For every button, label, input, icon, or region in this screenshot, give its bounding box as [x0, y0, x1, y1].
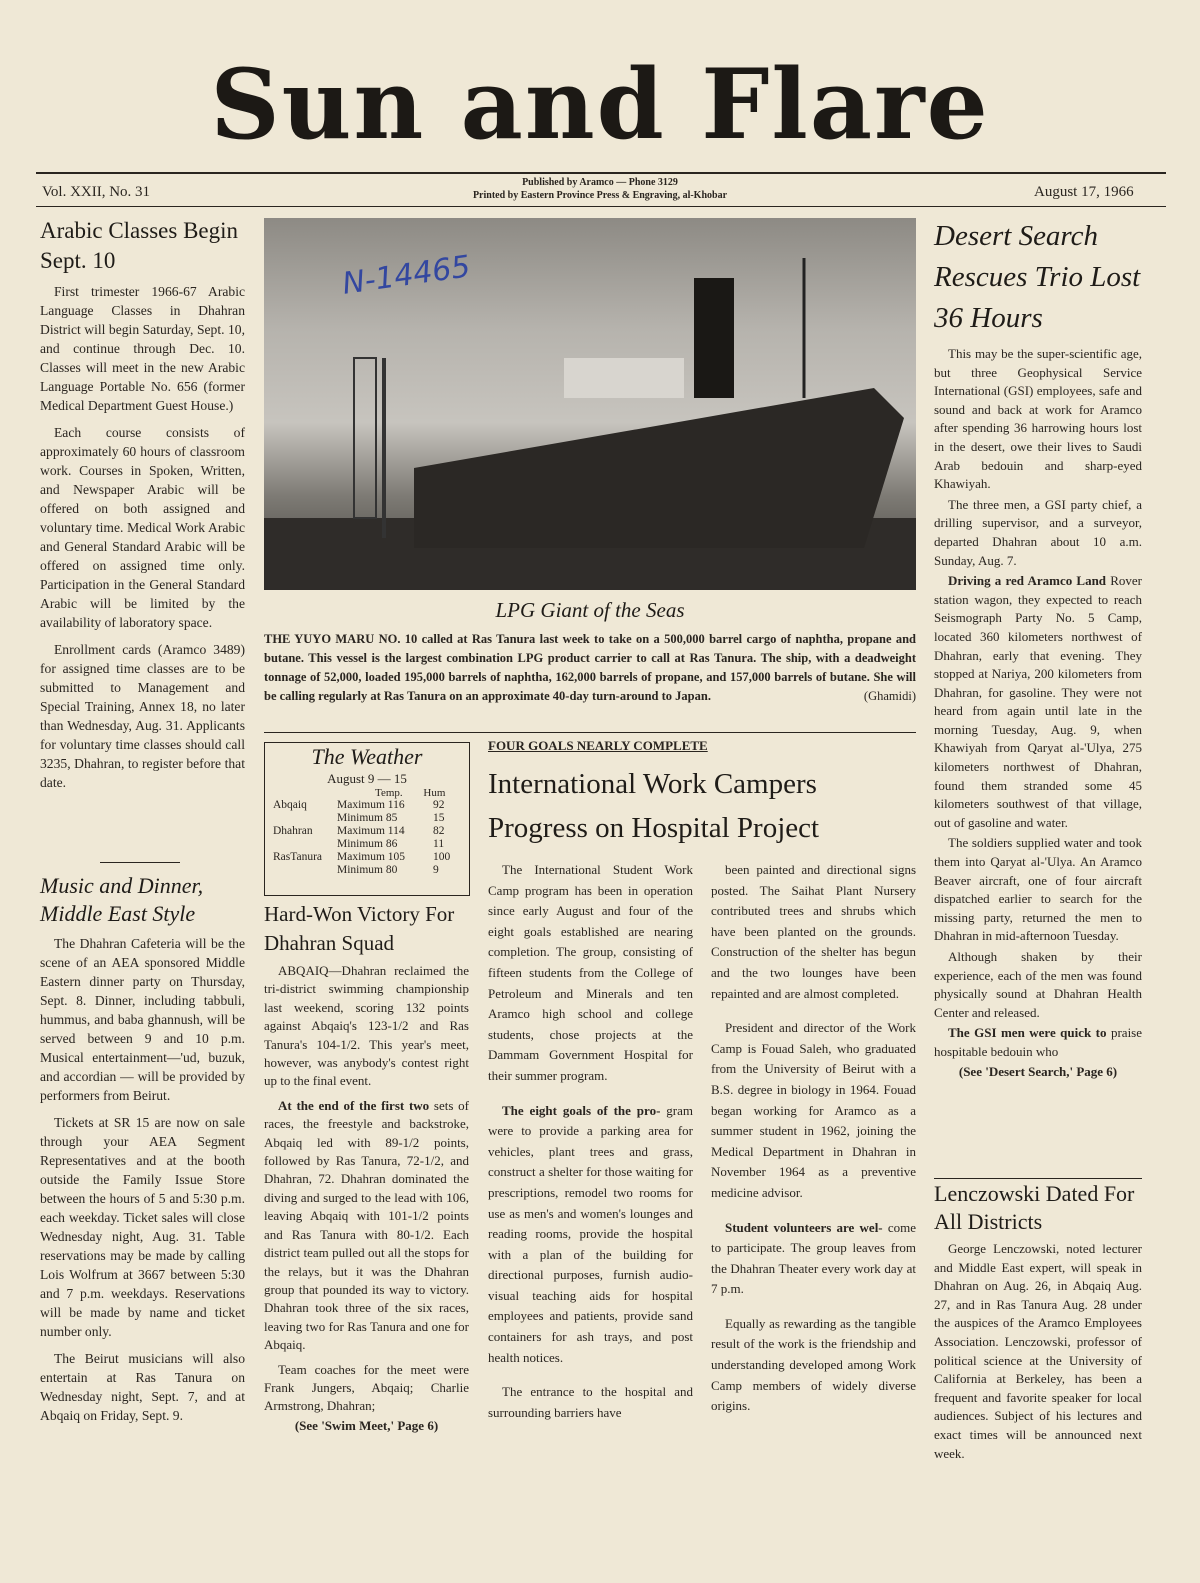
headline-work-camp-1: International Work Campers [488, 768, 817, 800]
volume-number: Vol. XXII, No. 31 [42, 184, 151, 200]
table-row [271, 812, 452, 825]
photo-caption-text: THE YUYO MARU NO. 10 called at Ras Tanura last week to take on a 500,000 barrel cargo of naphtha, propane and butane. This vessel is the largest combination LPG product carrier to call at Ras Tanura. The ship, with a deadweight tonnage of 52,000, loaded 195,000 barrels of naphtha, 162,000 barrels of propane, and 157,000 barrels of butane. She will be calling regularly at Ras Tanura on an approximate 40-day turn-around to Japan. [264, 632, 916, 703]
body-music-dinner [40, 934, 245, 1425]
lead-in: The eight goals of the pro- [502, 1102, 661, 1118]
paragraph: The soldiers supplied water and took them into Qaryat al-'Ulya. An Aramco Beaver aircraft, one of four aircraft dispatched earlier to search for the missing party, returned the men to Dhahran in mid-afternoon Tuesday. [934, 835, 1142, 944]
paragraph: The entrance to the hospital and surrounding barriers have [488, 1384, 693, 1420]
jump-line-swim: (See 'Swim Meet,' Page 6) [294, 1417, 439, 1433]
photo-caption-title: LPG Giant of the Seas [495, 598, 685, 622]
body-arabic-classes [40, 282, 245, 792]
headline-swim-meet: Hard-Won Victory For Dhahran Squad [264, 902, 455, 955]
article-arabic-classes [40, 216, 245, 800]
weather-station [271, 864, 335, 877]
article-swim-meet [264, 900, 469, 1434]
paragraph-text: Rover station wagon, they expected to reach Seismograph Party No. 5 Camp, located 360 kilometers northwest of Dhahran, early that evening. They stopped at Nariya, 200 kilometers from Dhahran, for gasoline. They were not heard from again until late in the morning Tuesday, Aug. 9, when Khawiyah from Qaryat al-'Ulya, 275 kilometers northwest of Dhahran, found them stranded some 45 kilometers southwest of that village, out of gasoline and water. [934, 573, 1142, 830]
weather-temp: Maximum 116 [337, 799, 405, 811]
table-row [271, 838, 452, 851]
paragraph: First trimester 1966-67 Arabic Language Classes in Dhahran District will begin Saturday, Sept. 10, and continue through Dec. 10. Classes will meet in the new Arabic Language Portable No. 656 (former Medical Department Guest House.) [40, 284, 245, 413]
paragraph: George Lenczowski, noted lecturer and Middle East expert, will speak in Dhahran on Aug. 26, in Abqaiq Aug. 27, and in Ras Tanura Aug. 28 under the auspices of the Aramco Employees Association. Lenczowski, professor of political science at the University of California at Berkeley, has been a frequent and favorite speaker for local audiences. Subject of his lectures and exact times will be announced next week. [934, 1241, 1142, 1461]
weather-station: RasTanura [273, 851, 323, 863]
weather-date-range: August 9 — 15 [327, 771, 407, 786]
article-music-dinner [40, 872, 245, 1433]
table-row [271, 864, 452, 877]
weather-column-headers [265, 787, 469, 799]
paragraph: This may be the super-scientific age, but three Geophysical Service International (GSI) employees, safe and sound and back at work for Aramco after spending 36 harrowing hours lost in the desert, owe their lives to Saudi Arab bedouin and sharp-eyed Khawiyah. [934, 346, 1142, 492]
weather-humidity: 9 [433, 864, 439, 876]
kicker-work-camp: FOUR GOALS NEARLY COMPLETE [488, 738, 708, 753]
weather-station: Abqaiq [273, 799, 307, 811]
article-lenczowski [934, 1180, 1142, 1471]
weather-humidity: 82 [433, 825, 445, 837]
weather-station [271, 812, 335, 825]
weather-box [264, 742, 470, 896]
published-by: Published by Aramco — Phone 3129 [522, 177, 678, 188]
divider [100, 862, 180, 863]
weather-temp: Minimum 85 [337, 812, 398, 824]
paragraph [934, 1024, 1142, 1061]
body-swim-meet [264, 962, 469, 1416]
paragraph: The Beirut musicians will also entertain at Ras Tanura on Wednesday night, Sept. 7, and at Abqaiq on Friday, Sept. 9. [40, 1351, 245, 1423]
weather-temp: Maximum 105 [337, 851, 406, 863]
weather-temp: Maximum 114 [337, 825, 405, 837]
weather-humidity: 15 [433, 812, 445, 824]
weather-station [271, 838, 335, 851]
paragraph: Team coaches for the meet were Frank Jungers, Abqaiq; Charlie Armstrong, Dhahran; [264, 1361, 469, 1414]
paragraph: ABQAIQ—Dhahran reclaimed the tri-district swimming championship last weekend, scoring 132 points against Abqaiq's 123-1/2 and Ras Tanura's 104-1/2. This year's meet, however, was anybody's contest right up to the final event. [264, 963, 469, 1089]
weather-temp: Minimum 80 [337, 864, 398, 876]
weather-temp: Minimum 86 [337, 838, 398, 850]
header-rule-top [36, 172, 1166, 174]
issue-date: August 17, 1966 [1034, 184, 1134, 200]
paragraph-text: gram were to provide a parking area for vehicles, plant trees and grass, construct a shelter for those waiting for prescriptions, remodel two rooms for use as men's and women's lounges and reading rooms, provide the hospital with a plan of the building for directional purposes, furnish audio-visual teaching aids for hospital employees and patients, provide sand containers for ash trays, and post health notices. [488, 1102, 693, 1365]
jump-line-desert: (See 'Desert Search,' Page 6) [958, 1063, 1118, 1079]
paragraph: Equally as rewarding as the tangible result of the work is the friendship and understanding developed among Work Camp members of widely diverse origins. [711, 1315, 916, 1414]
table-row [271, 851, 452, 864]
photo-caption [264, 630, 916, 706]
headline-lenczowski: Lenczowski Dated For All Districts [934, 1181, 1135, 1234]
paragraph: Although shaken by their experience, each of the men was found physically sound at Dhahran Health Center and released. [934, 949, 1142, 1020]
publisher-info [420, 176, 780, 202]
paragraph: Each course consists of approximately 60 hours of classroom work. Courses in Spoken, Written, and Newspaper Arabic will be offered on both assigned and voluntary time. Medical Work Arabic and General Standard Arabic will be offered on assigned time only. Participation in the General Standard Arabic will be limited by the availability of laboratory space. [40, 425, 245, 630]
table-row [271, 825, 452, 838]
divider [934, 1178, 1142, 1179]
paragraph: The International Student Work Camp program has been in operation since early August and four of the eight goals established are nearing completion. The group, consisting of fifteen students from the College of Petroleum and Minerals and ten Aramco high school and college students, chose projects at the Dammam Government Hospital for their summer program. [488, 862, 693, 1083]
paragraph: The three men, a GSI party chief, a drilling supervisor, and a surveyor, departed Dhahran about 10 a.m. Sunday, Aug. 7. [934, 496, 1142, 568]
paragraph: been painted and directional signs posted. The Saihat Plant Nursery contributed trees and shrubs which have been planted on the grounds. Construction of the shelter has begun and the two lounges have been repainted and are almost completed. [711, 862, 916, 1001]
handwritten-catalog-number: N-14465 [340, 249, 473, 302]
paragraph-text: come to participate. The group leaves from the Dhahran Theater every work day at 7 p.m. [711, 1219, 916, 1297]
headline-music-dinner: Music and Dinner, Middle East Style [40, 873, 204, 926]
paragraph [264, 1097, 469, 1355]
headline-arabic-classes: Arabic Classes Begin Sept. 10 [40, 218, 239, 273]
lead-in: At the end of the first two [278, 1097, 430, 1113]
ship-photo [264, 218, 916, 590]
weather-title: The Weather [311, 744, 423, 769]
lead-in: The GSI men were quick to [948, 1025, 1107, 1041]
paragraph: The Dhahran Cafeteria will be the scene of an AEA sponsored Middle Eastern dinner party on Thursday, Sept. 8. Dinner, including tabbuli, hummus, and baba ghannush, will be served between 9 and 10 p.m. Musical entertainment—'ud, buzuk, and accordian — will be provided by performers from Beirut. [40, 936, 245, 1103]
paragraph: Enrollment cards (Aramco 3489) for assigned time classes are to be submitted to Management and Special Training, Annex 18, no later than Wednesday, Aug. 31. Applicants for voluntary time classes should call 3235, Dhahran, to register before that date. [40, 642, 245, 790]
work-camp-column-1 [488, 860, 693, 1431]
weather-humidity: 100 [433, 851, 451, 863]
divider [264, 732, 916, 733]
weather-temp-header: Temp. [375, 787, 403, 799]
paragraph-text: sets of races, the freestyle and backstroke, Abqaiq led with 89-1/2 points, followed by Ras Tanura, 72-1/2, and Dhahran, 72. Dhahran dominated the diving and surged to the lead with 106, leaving Abqaiq with 101-1/2 points and Ras Tanura with 80-1/2. Each district team pulled out all the stops for the relays, but it was the Dhahran group that pounded its way to victory. Dhahran took three of the six races, leaving two for Ras Tanura and one for Abqaiq. [264, 1097, 469, 1353]
article-work-camp [488, 738, 918, 850]
photo-credit: (Ghamidi) [863, 689, 916, 703]
work-camp-column-2 [711, 860, 916, 1425]
body-lenczowski [934, 1240, 1142, 1463]
weather-humidity: 11 [433, 838, 445, 850]
paragraph [488, 1101, 693, 1369]
header-rule-bottom [36, 206, 1166, 207]
paragraph-text: praise hospitable bedouin who [934, 1025, 1143, 1059]
body-desert-search [934, 345, 1142, 1062]
weather-table [271, 799, 452, 877]
table-row [271, 799, 452, 812]
weather-humidity: 92 [433, 799, 445, 811]
paragraph [711, 1218, 916, 1300]
paragraph [934, 572, 1142, 832]
paragraph: Tickets at SR 15 are now on sale through your AEA Segment Representatives and at the booth outside the Family Issue Store between the hours of 5 and 5:30 p.m. each weekday. Ticket sales will close Wednesday night, Aug. 31. Table reservations may be made by calling Lois Wolfrum at 3667 between 5:30 and 7 p.m. weekdays. Reservations will be made by name and ticket number only. [40, 1115, 245, 1339]
article-desert-search [934, 216, 1142, 1080]
masthead-title: Sun and Flare [210, 48, 990, 161]
lead-in: Driving a red Aramco Land [948, 573, 1107, 589]
headline-work-camp-2: Progress on Hospital Project [488, 812, 820, 844]
paragraph: President and director of the Work Camp is Fouad Saleh, who graduated from the University of Beirut with a B.S. degree in biology in 1964. Fouad began working for Aramco as a summer student in 1962, joining the Medical Department in Dhahran in November 1964 as a preventive medicine advisor. [711, 1020, 916, 1200]
weather-station: Dhahran [273, 825, 313, 837]
lead-in: Student volunteers are wel- [725, 1219, 883, 1235]
printed-by: Printed by Eastern Province Press & Engraving, al-Khobar [472, 190, 728, 201]
headline-desert-search: Desert Search Rescues Trio Lost 36 Hours [934, 220, 1141, 334]
weather-hum-header: Hum [423, 787, 446, 799]
